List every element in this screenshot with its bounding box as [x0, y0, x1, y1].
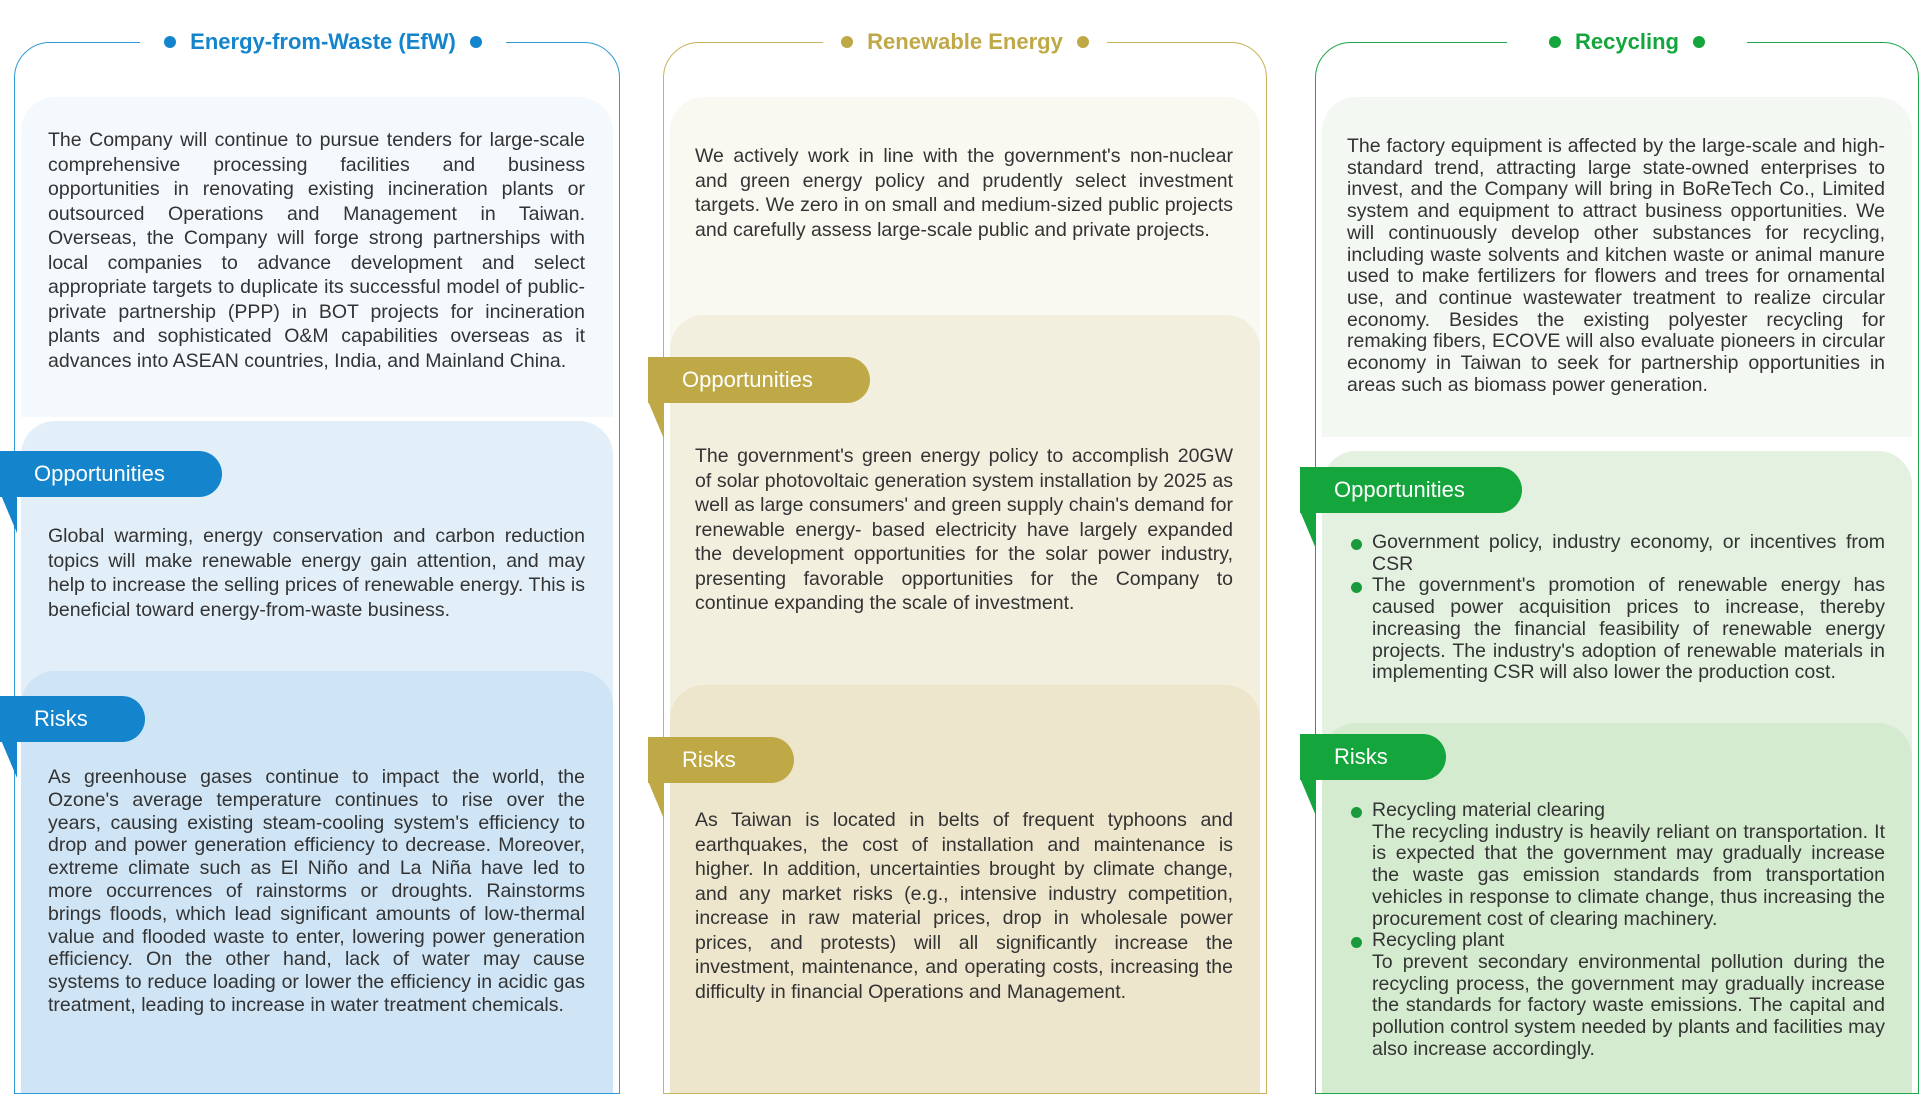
recycling-risks-list — [1350, 800, 1885, 1060]
renewable-risks-label: Risks — [648, 737, 794, 783]
renewable-header — [823, 22, 1107, 62]
renewable-header-dot-left-icon — [841, 36, 853, 48]
list-item — [1350, 800, 1885, 930]
list-item — [1350, 532, 1885, 575]
efw-risks-label: Risks — [0, 696, 145, 742]
efw-opportunities-text: Global warming, energy conservation and carbon reduction topics will make renewable energy gain attention, and may help to increase the selling prices of renewable energy. This is beneficial toward energy-from-waste business. — [48, 525, 585, 621]
efw-title: Energy-from-Waste (EfW) — [190, 29, 456, 54]
renewable-opportunities-label: Opportunities — [648, 357, 870, 403]
efw-opportunities-tab-tail — [1, 495, 17, 533]
recycling-opportunities-tab-tail — [1300, 511, 1316, 549]
recycling-opportunities-list — [1350, 532, 1885, 684]
recycling-opportunities-label: Opportunities — [1300, 467, 1522, 513]
recycling-opportunity-2: The government's promotion of renewable energy has caused power acquisition prices to increase, thereby increasing the financial feasibility of renewable energy projects. The industry's adoption of renewable materials in implementing CSR will also lower the production cost. — [1372, 574, 1885, 684]
recycling-risk-1-text: The recycling industry is heavily reliant on transportation. It is expected that the government may gradually increase the waste gas emission standards from transportation vehicles in response to climate change, thus increasing the procurement cost of clearing machinery. — [1372, 820, 1885, 930]
efw-header-dot-left-icon — [164, 36, 176, 48]
renewable-opportunities-tab-tail — [648, 401, 664, 439]
recycling-risks-tab-tail — [1300, 778, 1316, 816]
recycling-risk-2-title: Recycling plant — [1372, 929, 1505, 952]
efw-header — [140, 22, 506, 62]
recycling-header — [1507, 22, 1747, 62]
renewable-title: Renewable Energy — [867, 29, 1063, 54]
recycling-risk-1-title: Recycling material clearing — [1372, 799, 1606, 821]
recycling-intro-text: The factory equipment is affected by the large-scale and high-standard trend, attracting large state-owned enterprises to invest, and the Company will bring in BoReTech Co., Limited system and equipment to attract business opportunities. We will continuously develop other substances for recycling, including waste solvents and kitchen waste or animal manure used to make fertilizers for flowers and trees for ornamental use, and continue wastewater treatment to realize circular economy. Besides the existing polyester recycling for remaking fibers, ECOVE will also evaluate pioneers in circular economy in Taiwan to seek for partnership opportunities in areas such as biomass power generation. — [1347, 135, 1885, 396]
recycling-title: Recycling — [1575, 29, 1679, 54]
recycling-header-dot-left-icon — [1549, 36, 1561, 48]
list-item — [1350, 575, 1885, 684]
efw-opportunities-label: Opportunities — [0, 451, 222, 497]
renewable-risks-text: As Taiwan is located in belts of frequent typhoons and earthquakes, the cost of installation and maintenance is higher. In addition, uncertainties brought by climate change, and any market risks (e.g., intensive industry competition, increase in raw material prices, drop in wholesale power prices, and protests) will all significantly increase the investment, maintenance, and operating costs, increasing the difficulty in financial Operations and Management. — [695, 809, 1233, 1003]
recycling-header-dot-right-icon — [1693, 36, 1705, 48]
renewable-header-dot-right-icon — [1077, 36, 1089, 48]
renewable-intro-text: We actively work in line with the government's non-nuclear and green energy policy and prudently select investment targets. We zero in on small and medium-sized public projects and carefully assess large-scale public and private projects. — [695, 145, 1233, 241]
efw-risks-tab-tail — [1, 740, 17, 778]
recycling-risks-label: Risks — [1300, 734, 1446, 780]
list-item — [1350, 930, 1885, 1060]
efw-header-dot-right-icon — [470, 36, 482, 48]
recycling-risk-2-text: To prevent secondary environmental pollution during the recycling process, the government may gradually increase the standards for factory waste emissions. The capital and pollution control system needed by plants and facilities may also increase accordingly. — [1372, 950, 1885, 1060]
renewable-opportunities-text: The government's green energy policy to accomplish 20GW of solar photovoltaic generation system installation by 2025 as well as large consumers' and green supply chain's demand for renewable energy- based electricity have largely expanded the development opportunities for the solar power industry, presenting favorable opportunities for the Company to continue expanding the scale of investment. — [695, 445, 1233, 614]
efw-risks-text: As greenhouse gases continue to impact the world, the Ozone's average temperature continues to rise over the years, causing existing steam-cooling system's efficiency to drop and power generation efficiency to decrease. Moreover, extreme climate such as El Niño and La Niña have led to more occurrences of rainstorms or droughts. Rainstorms brings floods, which lead significant amounts of low-thermal value and flooded waste to enter, lowering power generation efficiency. On the other hand, lack of water may cause systems to reduce loading or lower the efficiency in acidic gas treatment, leading to increase in water treatment chemicals. — [48, 766, 585, 1016]
recycling-opportunity-1: Government policy, industry economy, or incentives from CSR — [1372, 531, 1885, 575]
efw-intro-text: The Company will continue to pursue tenders for large-scale comprehensive processing facilities and business opportunities in renovating existing incineration plants or outsourced Operations and Management in Taiwan. Overseas, the Company will forge strong partnerships with local companies to advance development and select appropriate targets to duplicate its successful model of public-private partnership (PPP) in BOT projects for incineration plants and sophisticated O&M capabilities overseas as it advances into ASEAN countries, India, and Mainland China. — [48, 129, 585, 372]
renewable-risks-tab-tail — [648, 781, 664, 819]
